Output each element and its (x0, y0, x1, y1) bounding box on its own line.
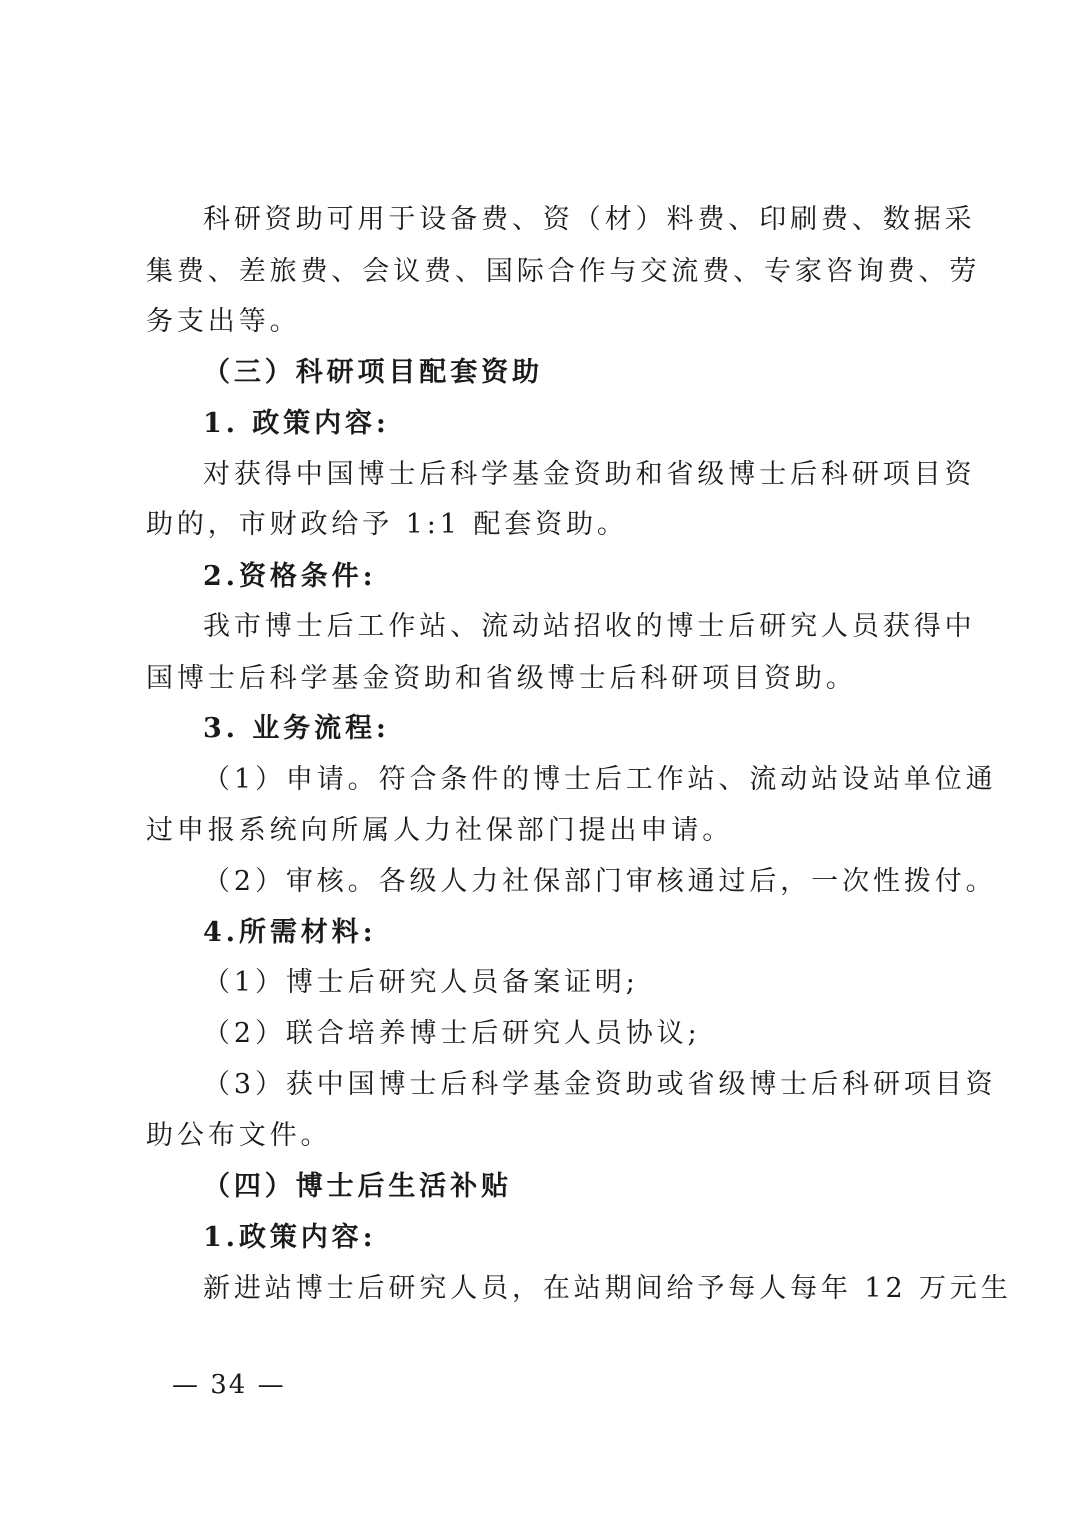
list-item: （2）联合培养博士后研究人员协议; (203, 1018, 701, 1049)
subsection-heading: 4.所需材料: (203, 917, 377, 948)
paragraph-line: 助的，市财政给予 1:1 配套资助。 (146, 509, 628, 540)
subsection-heading: 1. 政策内容: (203, 408, 390, 439)
paragraph-line: （2）审核。各级人力社保部门审核通过后，一次性拨付。 (203, 866, 997, 897)
paragraph-line: （1）申请。符合条件的博士后工作站、流动站设站单位通 (203, 764, 997, 795)
subsection-heading: 1.政策内容: (203, 1222, 377, 1253)
page-number: — 34 — (172, 1370, 286, 1400)
paragraph-line: 新进站博士后研究人员，在站期间给予每人每年 12 万元生 (203, 1273, 1012, 1304)
paragraph-line: 务支出等。 (146, 306, 301, 337)
list-item: （3）获中国博士后科学基金资助或省级博士后科研项目资 (203, 1069, 997, 1100)
list-item: （1）博士后研究人员备案证明; (203, 967, 639, 998)
paragraph-line: 对获得中国博士后科学基金资助和省级博士后科研项目资 (203, 459, 976, 490)
paragraph-line: 我市博士后工作站、流动站招收的博士后研究人员获得中 (203, 611, 976, 642)
subsection-heading: 2.资格条件: (203, 561, 377, 592)
paragraph-line: 集费、差旅费、会议费、国际合作与交流费、专家咨询费、劳 (146, 256, 981, 287)
section-heading: （四）博士后生活补贴 (203, 1171, 512, 1202)
subsection-heading: 3. 业务流程: (203, 713, 390, 744)
list-item: 助公布文件。 (146, 1120, 332, 1151)
paragraph-line: 国博士后科学基金资助和省级博士后科研项目资助。 (146, 663, 857, 694)
paragraph-line: 科研资助可用于设备费、资（材）料费、印刷费、数据采 (203, 204, 976, 235)
section-heading: （三）科研项目配套资助 (203, 357, 543, 388)
paragraph-line: 过申报系统向所属人力社保部门提出申请。 (146, 815, 734, 846)
